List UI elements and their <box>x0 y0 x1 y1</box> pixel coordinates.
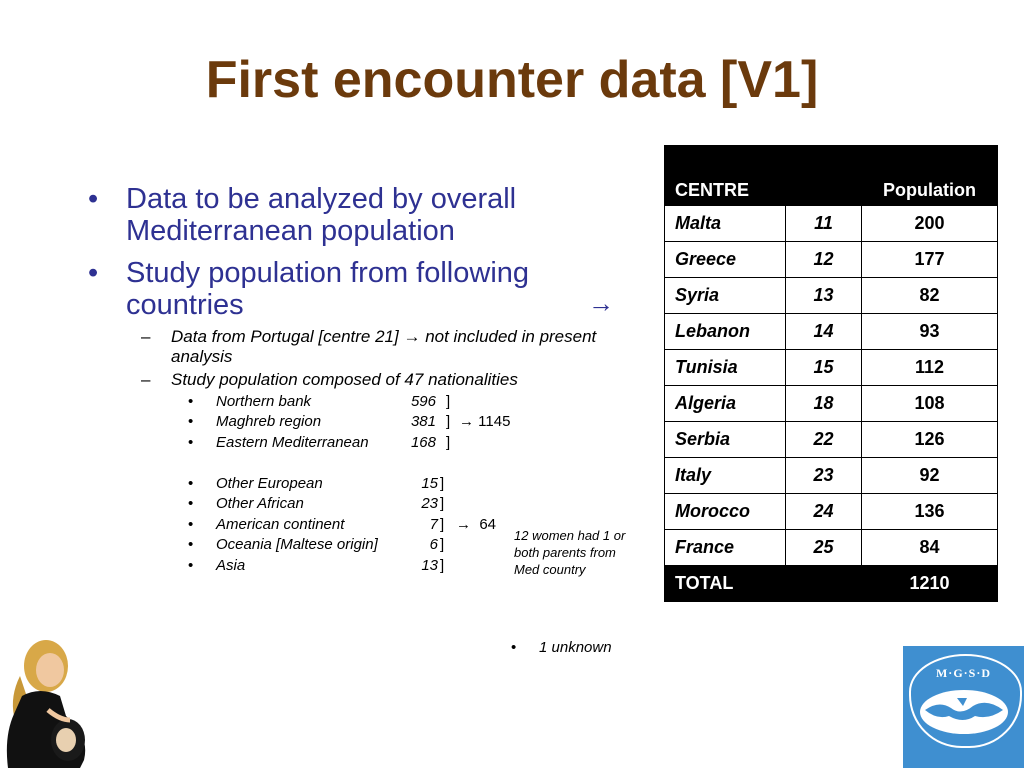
bullet-text: Data to be analyzed by overall Mediterranean population <box>126 183 517 247</box>
table-row <box>665 530 998 566</box>
group1-total: 1145 <box>478 413 511 430</box>
list-item: • Northern bank 596 ] <box>188 393 451 410</box>
bullet-overall-population: • Data to be analyzed by overall Mediterranean population <box>88 183 517 247</box>
country-cell: Italy <box>665 458 786 494</box>
centre-number-cell: 12 <box>786 242 862 278</box>
group2-total: 64 <box>479 516 497 533</box>
list-item: • Maghreb region 381 ] → 1145 <box>188 413 511 430</box>
country-cell: Greece <box>665 242 786 278</box>
population-cell: 93 <box>862 314 998 350</box>
total-label: TOTAL <box>665 566 786 602</box>
country-cell: Morocco <box>665 494 786 530</box>
total-value: 1210 <box>862 566 998 602</box>
header-centre: CENTRE <box>665 146 786 206</box>
population-cell: 136 <box>862 494 998 530</box>
arrow-right-icon: → <box>588 288 614 318</box>
country-cell: Malta <box>665 206 786 242</box>
centre-number-cell: 15 <box>786 350 862 386</box>
list-item: • Oceania [Maltese origin] 6 ] <box>188 536 445 553</box>
country-cell: France <box>665 530 786 566</box>
centre-number-cell: 24 <box>786 494 862 530</box>
table-row <box>665 242 998 278</box>
sub-bullet-portugal: – Data from Portugal [centre 21] → not included in present analysis <box>141 327 597 366</box>
centre-number-cell: 18 <box>786 386 862 422</box>
pregnant-woman-image <box>0 636 100 768</box>
table-row <box>665 422 998 458</box>
table-row <box>665 278 998 314</box>
table-row <box>665 206 998 242</box>
table-row <box>665 386 998 422</box>
table-row <box>665 494 998 530</box>
centre-number-cell: 13 <box>786 278 862 314</box>
header-population: Population <box>862 146 998 206</box>
list-item: • Asia 13 ] <box>188 557 445 574</box>
arrow-right-icon: → <box>459 413 474 430</box>
table-header-row <box>665 146 998 206</box>
list-item: • American continent 7 ] → 64 <box>188 516 497 533</box>
centre-table <box>664 145 998 602</box>
unknown-item: • 1 unknown <box>511 639 612 656</box>
bullet-study-population: • Study population from following countries <box>88 257 530 321</box>
list-item: • Eastern Mediterranean 168 ] <box>188 434 451 451</box>
centre-number-cell: 11 <box>786 206 862 242</box>
population-cell: 126 <box>862 422 998 458</box>
bullet-text: Study population from following countries <box>126 257 530 321</box>
centre-number-cell: 14 <box>786 314 862 350</box>
centre-number-cell: 25 <box>786 530 862 566</box>
country-cell: Syria <box>665 278 786 314</box>
population-cell: 92 <box>862 458 998 494</box>
parents-note: 12 women had 1 or both parents from Med country <box>514 528 626 577</box>
population-cell: 112 <box>862 350 998 386</box>
logo-text: M·G·S·D <box>935 666 991 680</box>
slide-title: First encounter data [V1] <box>205 51 819 109</box>
mgsd-logo <box>903 646 1024 768</box>
table-row <box>665 350 998 386</box>
population-cell: 108 <box>862 386 998 422</box>
list-item: • Other African 23 ] <box>188 495 445 512</box>
country-cell: Tunisia <box>665 350 786 386</box>
arrow-right-icon: → <box>456 516 471 533</box>
list-item: • Other European 15 ] <box>188 475 445 492</box>
sub-bullet-nationalities: – Study population composed of 47 nationalities <box>141 370 518 389</box>
population-cell: 84 <box>862 530 998 566</box>
table-row <box>665 458 998 494</box>
table-row <box>665 314 998 350</box>
header-empty <box>786 146 862 206</box>
centre-number-cell: 23 <box>786 458 862 494</box>
centre-number-cell: 22 <box>786 422 862 458</box>
table-total-row <box>665 566 998 602</box>
mediterranean-map-icon <box>917 686 1011 736</box>
country-cell: Algeria <box>665 386 786 422</box>
population-cell: 200 <box>862 206 998 242</box>
country-cell: Serbia <box>665 422 786 458</box>
country-cell: Lebanon <box>665 314 786 350</box>
arrow-right-icon: → <box>403 327 421 346</box>
population-cell: 177 <box>862 242 998 278</box>
population-cell: 82 <box>862 278 998 314</box>
